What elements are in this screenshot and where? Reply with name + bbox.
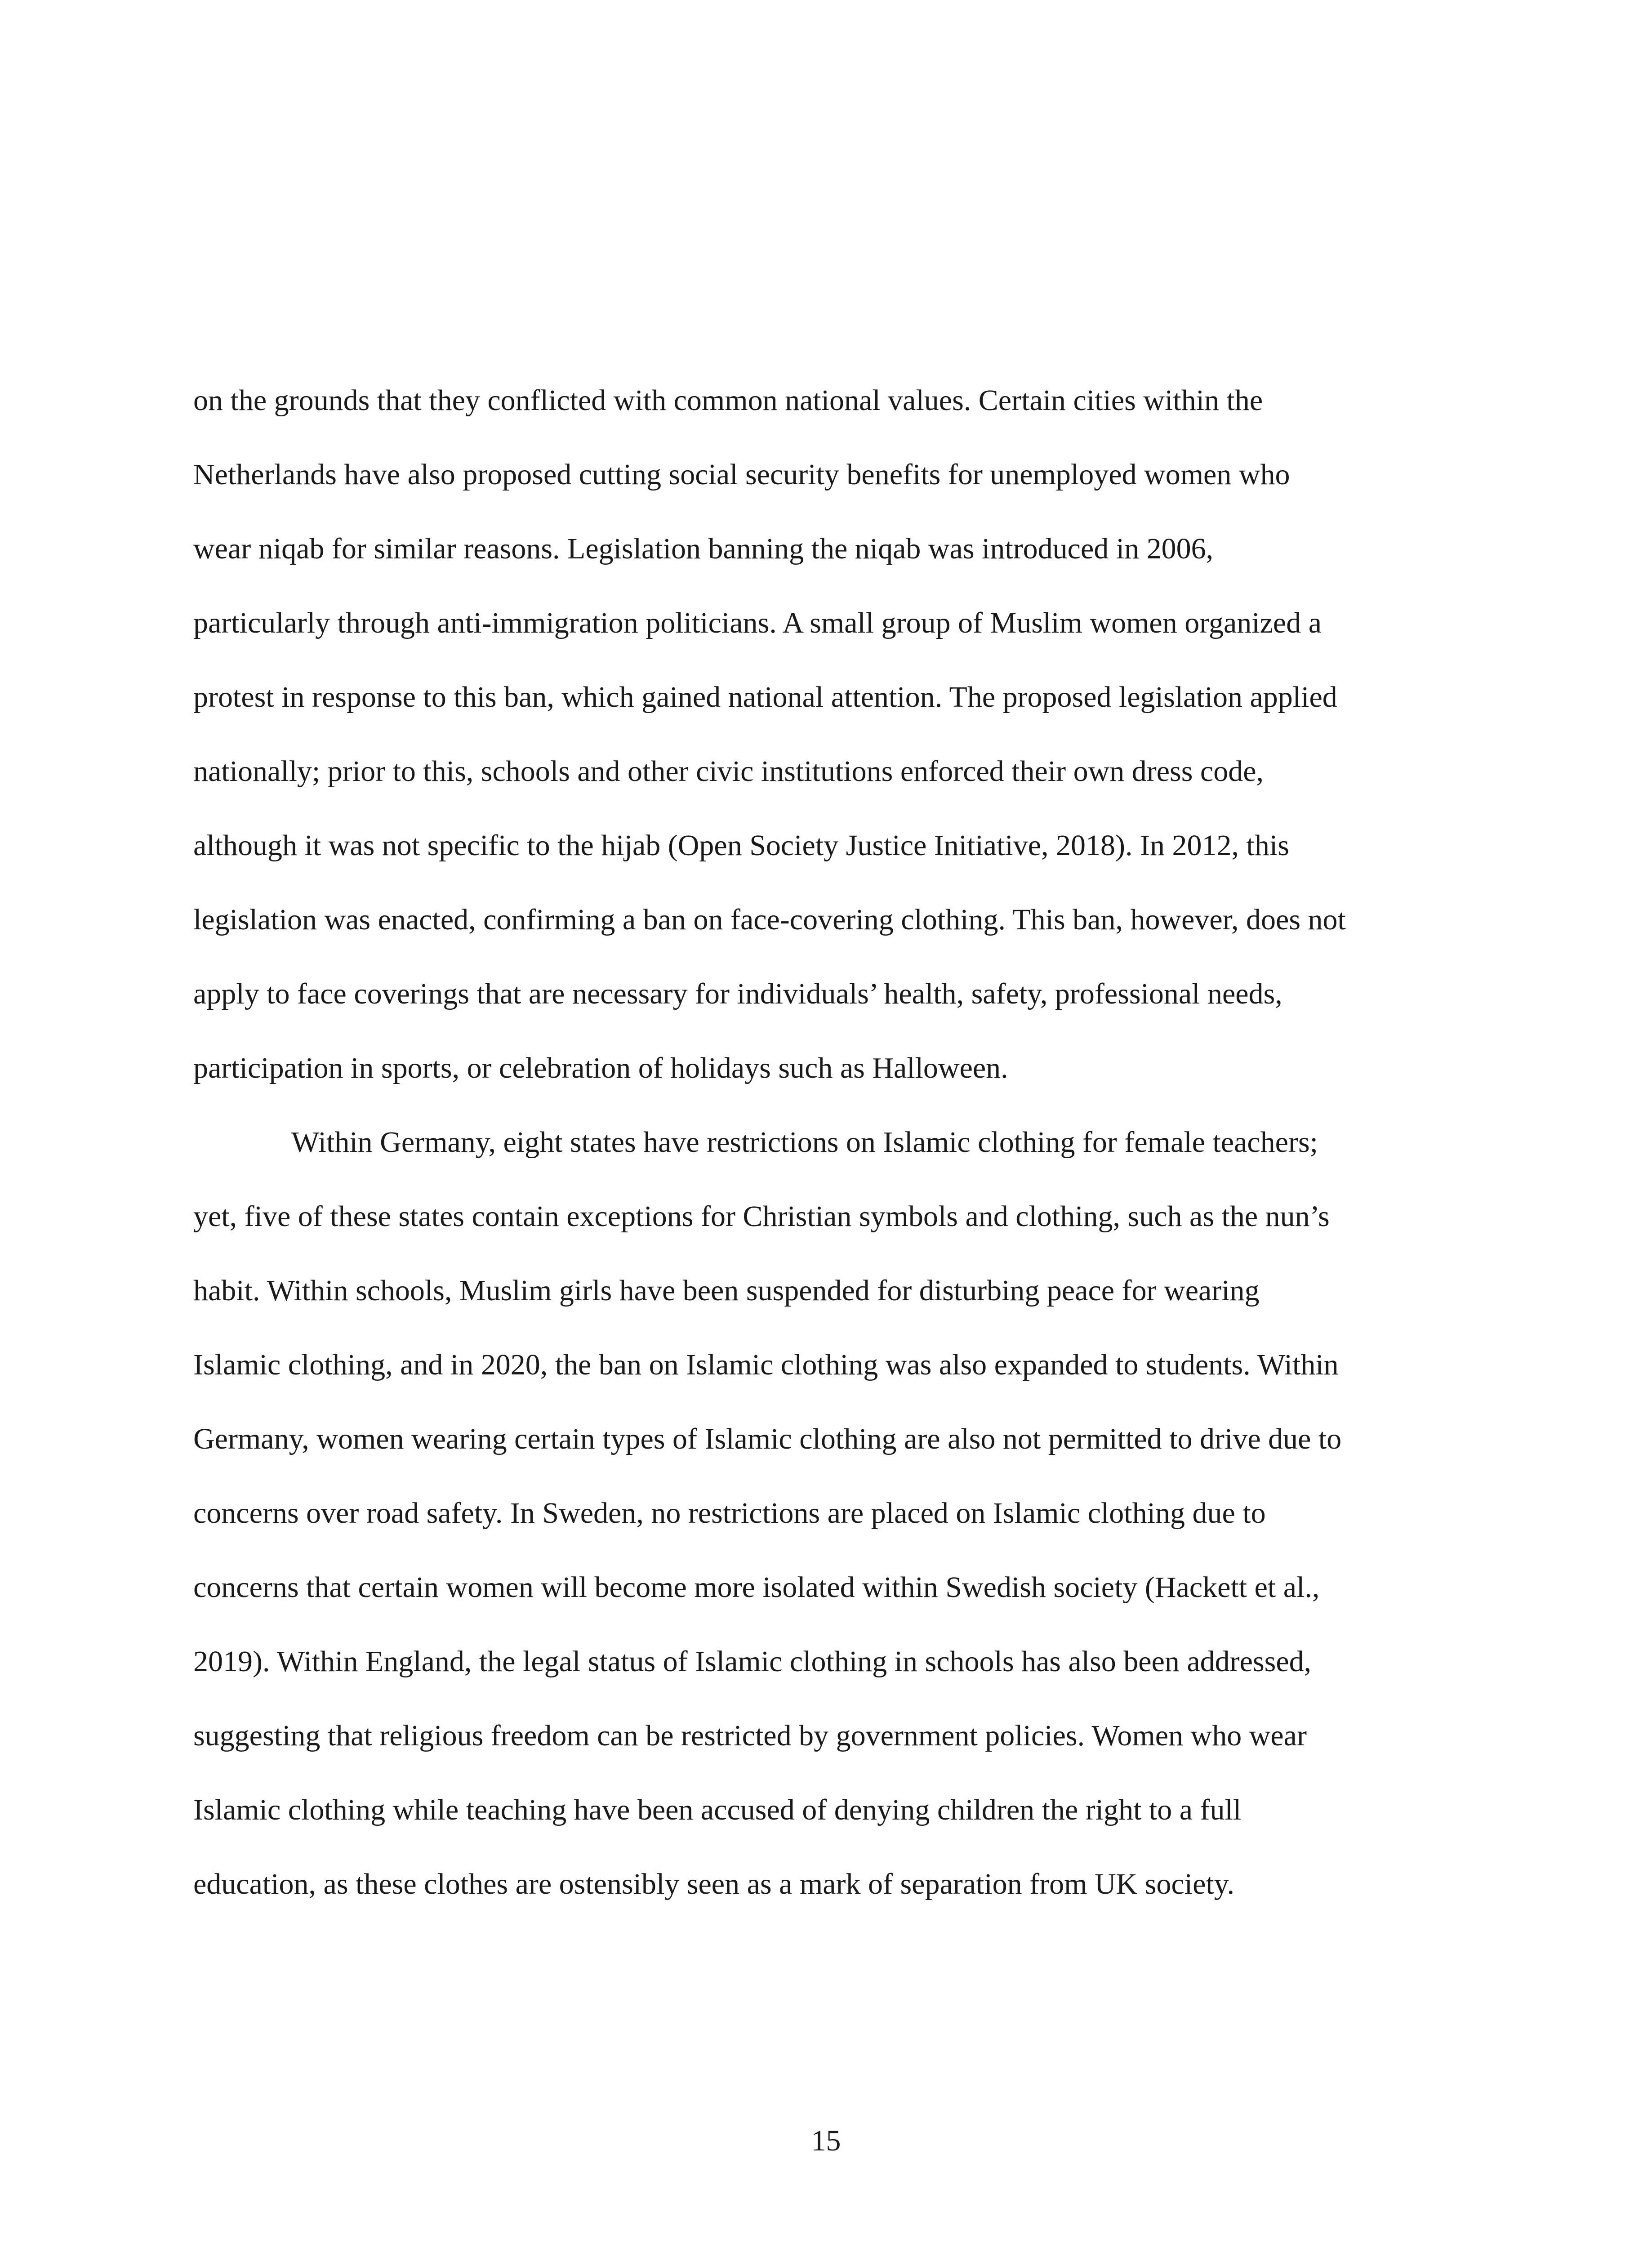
text-line: apply to face coverings that are necessary for individuals’ health, safety, professional needs,	[193, 977, 1282, 1010]
text-line: Islamic clothing while teaching have been accused of denying children the right to a full	[193, 1793, 1242, 1826]
text-line: suggesting that religious freedom can be restricted by government policies. Women who wear	[193, 1719, 1307, 1752]
text-line: legislation was enacted, confirming a ban on face-covering clothing. This ban, however, does not	[193, 903, 1346, 936]
text-line: concerns that certain women will become more isolated within Swedish society (Hackett et al.,	[193, 1571, 1320, 1604]
text-line: protest in response to this ban, which gained national attention. The proposed legislation applied	[193, 681, 1337, 714]
text-line: participation in sports, or celebration of holidays such as Halloween.	[193, 1052, 1008, 1084]
paragraph-1	[193, 363, 1470, 1105]
text-line: education, as these clothes are ostensibly seen as a mark of separation from UK society.	[193, 1868, 1234, 1900]
paragraph-2	[193, 1105, 1470, 1921]
text-line: Within Germany, eight states have restrictions on Islamic clothing for female teachers;	[291, 1126, 1318, 1159]
text-line: although it was not specific to the hijab (Open Society Justice Initiative, 2018). In 2012, this	[193, 829, 1289, 862]
text-line: Islamic clothing, and in 2020, the ban on Islamic clothing was also expanded to students. Within	[193, 1348, 1339, 1381]
text-line: concerns over road safety. In Sweden, no restrictions are placed on Islamic clothing due to	[193, 1497, 1266, 1530]
body-text	[193, 363, 1470, 1921]
text-line: on the grounds that they conflicted with common national values. Certain cities within the	[193, 384, 1263, 417]
text-line: 2019). Within England, the legal status of Islamic clothing in schools has also been addressed,	[193, 1645, 1312, 1678]
text-line: particularly through anti-immigration politicians. A small group of Muslim women organized a	[193, 607, 1322, 639]
text-line: Germany, women wearing certain types of Islamic clothing are also not permitted to drive due to	[193, 1423, 1342, 1455]
text-line: habit. Within schools, Muslim girls have been suspended for disturbing peace for wearing	[193, 1274, 1260, 1307]
text-line: yet, five of these states contain exceptions for Christian symbols and clothing, such as the nun’s	[193, 1200, 1330, 1233]
text-line: Netherlands have also proposed cutting social security benefits for unemployed women who	[193, 458, 1290, 491]
page-number: 15	[811, 2124, 841, 2157]
text-line: wear niqab for similar reasons. Legislation banning the niqab was introduced in 2006,	[193, 532, 1214, 565]
text-line: nationally; prior to this, schools and other civic institutions enforced their own dress code,	[193, 755, 1264, 788]
